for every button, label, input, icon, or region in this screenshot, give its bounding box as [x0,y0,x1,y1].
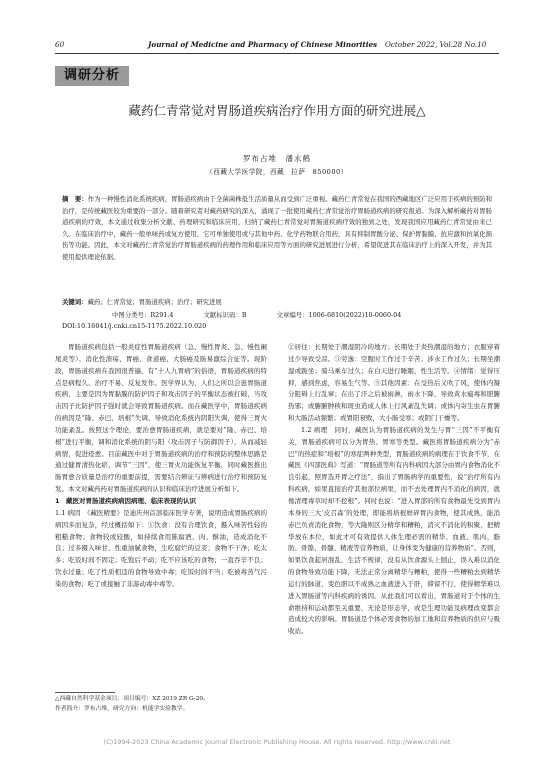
document-code: 文献标识码：B [203,311,247,319]
abstract [62,194,492,264]
page-number: 60 [55,40,65,49]
copyright-footer: (C)1994-2023 China Academic Journal Electronic Publishing House. All rights reserved. http://www.cnki.net [103,738,451,746]
funding-note: △西藏自然科学基金项目，项目编号：XZ 2019 ZR G-20。 [55,696,209,702]
doi: DOI:10.16041/j.cnki.cn15-1175.2022.10.020 [62,322,207,330]
living-factors-paragraph: ②居住：长期处于潮湿阴冷的地方；长期处于炎热潮湿的地方；衣服穿着过少导致受凉。③劳逸：空腹时工作过于辛苦；涉水工作过久；长期坐潮湿或跪坐；骑马乘车过久；在白天进行睡眠，性生活等。④情绪：觉得压抑，感到焦虑，容易生气等。⑤其他因素：在受热后又吹了风，使体内凝分阻碍上行乱窜；在出了汗之后被雨淋，雨水下降，导致黄水瘟毒和胆腑热邪；或腑腑肿秧和斑虫造成人体上行风紊乱失调；或体内寄生虫在胃腑和大肠活动频繁；或胃阳衰败，大小肠受寒；或阴门干燥等。 [288,343,500,423]
article-title: 藏药仁青常觉对胃肠道疾病治疗作用方面的研究进展△ [128,103,426,118]
affiliation: （西藏大学医学院，西藏 拉萨 850000） [206,168,348,176]
right-column [288,342,500,638]
author-bio: 作者简介：罗布占堆，研究方向：机能学实验教学。 [55,706,189,712]
header-rule [55,53,499,54]
pathology-paragraph: 1.2 病理 同时，藏医认为胃肠道疾病的发生与胃“三因”不平衡有关，胃肠道疾病可以分为胃热、胃寒等类型。藏医将胃肠道疾病分为“赤巴”的热症和“培根”的寒症两种类型，胃肠道疾病的病理在于饮食不节，在藏医《四部医典》写道：“胃肠道等所有内科病因大部分由胃内食物消化不良引起，照胃选开胃之疗法”，指出了胃肠病学的重要性，说“治疗所有内科疾病，如果直接治疗其他部位病果，而不去处理胃内不消化的病因，就像清理毒草时却不挖根”。同时也说：“进入胃部的所有食物最先受到胃内本身的三大‘皮召森’的处理，即能将培根磨碎胃内食物，使其成熟，能消赤巴负责消化食物，等大隆则区分精华和糟粕，消灭不消化的积聚，把精华放在本位，如此才可有效提供人体生理必需的精华、血液、肌肉、脂肪、骨骼、骨髓、精液等营养物质，让身体变为健康的营养物质”。否则，如果饮食起居混乱，生活不规律，没有从饮食源头上刨止，误入难以消化的食物导致功能下降，无法正常分离精华与糟粕，使得一些糟粕去到精华运行的脉道、变色胆以不成熟之血液进入于肝，滞留不行，使得精华难以进入胃肠道等内科疾病的诱因。从此我们可以看出，胃肠道对于个体的生命维持和运动都至关重要，无论是形态学，或是生理功能及病理改变都会造成较大的影响。胃肠道是个体必需食物的加工地和营养物质的供应与吸收站。 [288,425,500,636]
section-1-heading: 1 藏医对胃肠道疾病病因病理、临床表现的认识 [55,496,197,505]
footnotes [55,694,267,714]
authors: 罗布占堆 潘永鹤 [243,154,311,163]
footnote-rule [55,692,115,693]
section-badge: 调研分析 [55,66,129,86]
classification-meta [62,310,492,321]
keywords [62,297,492,308]
issue-info: October 2022, Vol.28 No.10 [385,40,487,49]
left-column [55,342,267,591]
journal-name: Journal of Medicine and Pharmacy of Chinese Minorities [148,40,378,49]
intro-paragraph: 胃肠道疾病包括一般炎症性胃肠道疾病（急、慢性胃炎、急、慢性阑尾炎等）、消化性溃疡、胃癌、食道癌、大肠癌及肠易激综合征等。现阶段，胃肠道疾病在我国很普遍，有“十人九胃病”的俗语，胃肠道疾病的特点是病程久、治疗不易、反复发作。医学界认为，人们之所以会患胃肠道疾病，主要是因为胃黏膜的防护因子和攻击因子的平衡状态被打破，当攻击因子比防护因子强时就会导致胃肠道疾病。而在藏医学中，胃肠道疾病的病因是“隆、赤巴、培根”失调、导致消化系统内阴阳失调，使得三胃火功能紊乱。按照这个理论，要治愈胃肠道疾病，就是要对“隆、赤巴、培根”进行平衡，调和消化系统的阴与阳（攻击因子与防御因子），从而减轻病情，促进痊愈。目前藏医中对于胃肠道疾病的治疗和预防的整体思路是通过健胃清热化瘀，调节“三因”，使三胃火功能恢复平衡，同时藏医推出肠胃愈合质量是治疗的重要前提，需要结合辨证与辨病进行治疗和预防复发。本文对藏药药对胃肠道疾病的认识和临床治疗进展分析如下。 [55,343,267,494]
cause-paragraph: 1.1 病因 《藏医精要》是迪庆州首部临床医学专著，说明造成胃肠疾病的病因多而复杂，经过概括如下：①饮食：没有合理饮食，摄入味苦性轻的粗糙食物；食物较或较酸，如持续食用陈腐酒、肉、酥油，造成消化不良；过多摄入味甘、性重油腻食物，生吃腐烂的豆麦；食物不干净；吃太多；吃饭时间不固定；吃饱后不动；吃不应该吃的食物；一直吞辛不良；饮水过量；吃了性质相违的食物导致中毒；吃饭时间不当；吃被毒蒸气污染的食物；吃了或接触了非游动毒中毒等。 [55,508,267,588]
abstract-label: 摘 要： [62,195,88,203]
article-number: 文章编号：1006-6810(2022)10-0060-04 [276,311,402,319]
abstract-text: 作为一种慢性消化系统疾病，胃肠道疾病由于全菌菌株低生活质量从而受到广泛重视。藏药仁青常觉在我国的西藏地区广泛应用于疾病的预防和治疗，是传统藏医较为重要的一部分。随着研究者对藏药研究的深入，涌现了一批使用藏药仁青常觉治疗胃肠道疾病的研究报道。为深入解析藏药对胃肠道疾病的疗效，本文通过收集分析文献、药理研究和临床应用，归纳了藏药仁青常觉对胃肠道疾病疗效的独到之处，发现我国应用藏药仁青常觉由来已久。在临床治疗中，藏药一般单味药或复方使用，它可单独使用或与其他中药、化学药物联合用药，具有抑制胃酸分泌、保护胃黏膜、抗应激和抗氧化损伤等功能。因此，本文对藏药仁青常觉治疗胃肠道疾病的药理作用和临床应用等方面的研究进展进行分析，希望促进其在临床治疗上的深入开发，并为其使用提供理论依据。 [62,195,493,261]
keywords-text: 藏药；仁青常觉；胃肠道疾病；治疗；研究进展 [87,298,222,306]
clc-number: 中图分类号：R291.4 [112,311,174,319]
keywords-label: 关键词： [62,298,88,306]
